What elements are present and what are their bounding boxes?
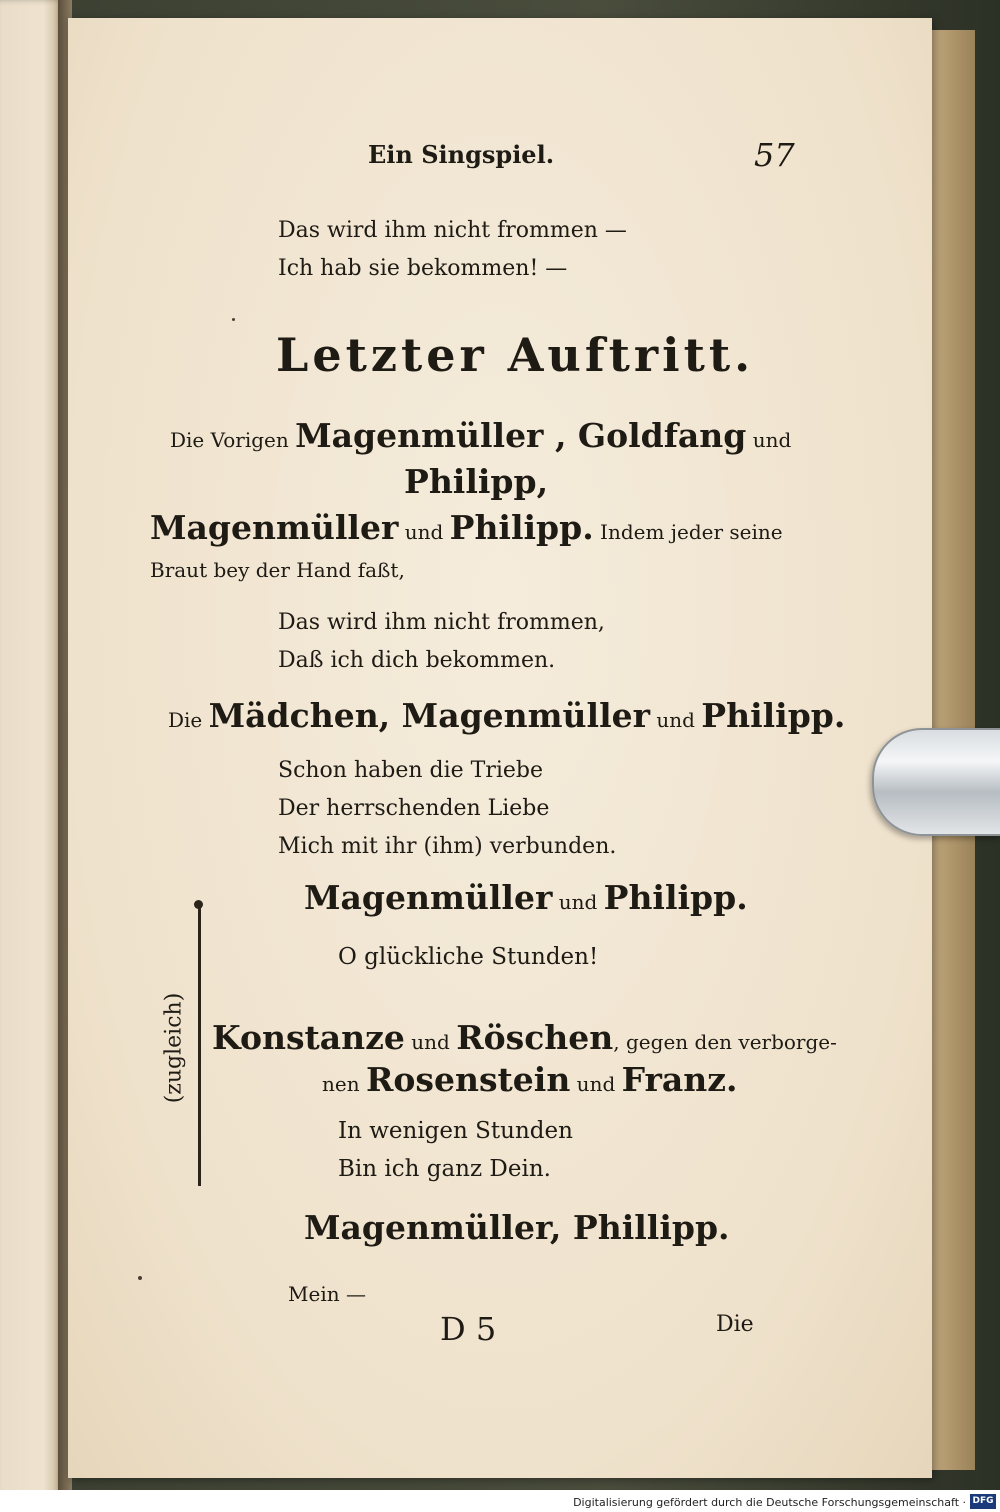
- verse-line: Ich hab sie bekommen! —: [278, 256, 568, 281]
- simultaneous-bracket: [198, 906, 201, 1186]
- custos-word: Die: [716, 1312, 754, 1337]
- character-name: Magenmüller: [304, 878, 553, 917]
- stage-text: und: [650, 708, 702, 732]
- character-name: Magenmüller: [295, 416, 544, 455]
- verse-line: O glückliche Stunden!: [338, 944, 599, 970]
- character-name: Magenmüller: [150, 508, 399, 547]
- stage-text: und: [398, 520, 450, 544]
- speaker-line: [322, 1060, 737, 1099]
- speaker-line: [168, 696, 845, 735]
- stage-text: und: [404, 1030, 457, 1054]
- character-name: Röschen: [456, 1018, 614, 1057]
- speaker-line: [304, 878, 748, 917]
- verse-line: Schon haben die Triebe: [278, 758, 543, 783]
- stage-text: und: [746, 428, 792, 452]
- character-name: Philipp.: [701, 696, 846, 735]
- character-name: Philipp.: [603, 878, 748, 917]
- character-name: Mädchen, Magenmüller: [208, 696, 650, 735]
- verse-line: Das wird ihm nicht frommen,: [278, 610, 605, 635]
- character-name: Rosenstein: [365, 1060, 571, 1099]
- side-label: (zugleich): [161, 992, 187, 1104]
- punctuation: ,: [543, 416, 578, 455]
- speaker-line: [150, 508, 783, 547]
- character-name: Philipp.: [449, 508, 594, 547]
- stage-text: nen: [322, 1072, 366, 1096]
- page-number: 57: [754, 136, 795, 174]
- page-clip: [872, 728, 1000, 836]
- verse-line: In wenigen Stunden: [338, 1118, 573, 1144]
- paper-speck: [232, 318, 235, 321]
- signature-mark: D 5: [440, 1310, 497, 1348]
- scene-heading: Letzter Auftritt.: [276, 328, 755, 382]
- stage-text: und: [570, 1072, 622, 1096]
- character-name: Franz.: [621, 1060, 738, 1099]
- stage-direction: Braut bey der Hand faßt,: [150, 558, 405, 582]
- running-title: Ein Singspiel.: [368, 140, 555, 169]
- character-name: Konstanze: [212, 1018, 405, 1057]
- verse-line: Mich mit ihr (ihm) verbunden.: [278, 834, 617, 859]
- left-page-edge: [0, 0, 62, 1512]
- stage-direction: [170, 416, 791, 455]
- speaker-line: [212, 1018, 837, 1057]
- footer-credit: Digitalisierung gefördert durch die Deutsche Forschungsgemeinschaft ·: [573, 1496, 966, 1509]
- stage-text: Die Vorigen: [170, 428, 296, 452]
- character-name: Magenmüller, Phillipp.: [304, 1208, 730, 1247]
- verse-line: Bin ich ganz Dein.: [338, 1156, 551, 1182]
- character-name: Goldfang: [577, 416, 747, 455]
- stage-text: , gegen den verborge-: [613, 1030, 837, 1054]
- dfg-logo-icon: DFG: [970, 1494, 996, 1509]
- character-name: Philipp,: [404, 462, 549, 501]
- verse-line: Daß ich dich bekommen.: [278, 648, 556, 673]
- catchword: Mein —: [288, 1282, 366, 1306]
- stage-text: und: [552, 890, 604, 914]
- verse-line: Das wird ihm nicht frommen —: [278, 218, 627, 243]
- stage-text: Indem jeder seine: [593, 520, 783, 544]
- verse-line: Der herrschenden Liebe: [278, 796, 550, 821]
- paper-speck: [138, 1276, 142, 1280]
- stage-text: Die: [168, 708, 209, 732]
